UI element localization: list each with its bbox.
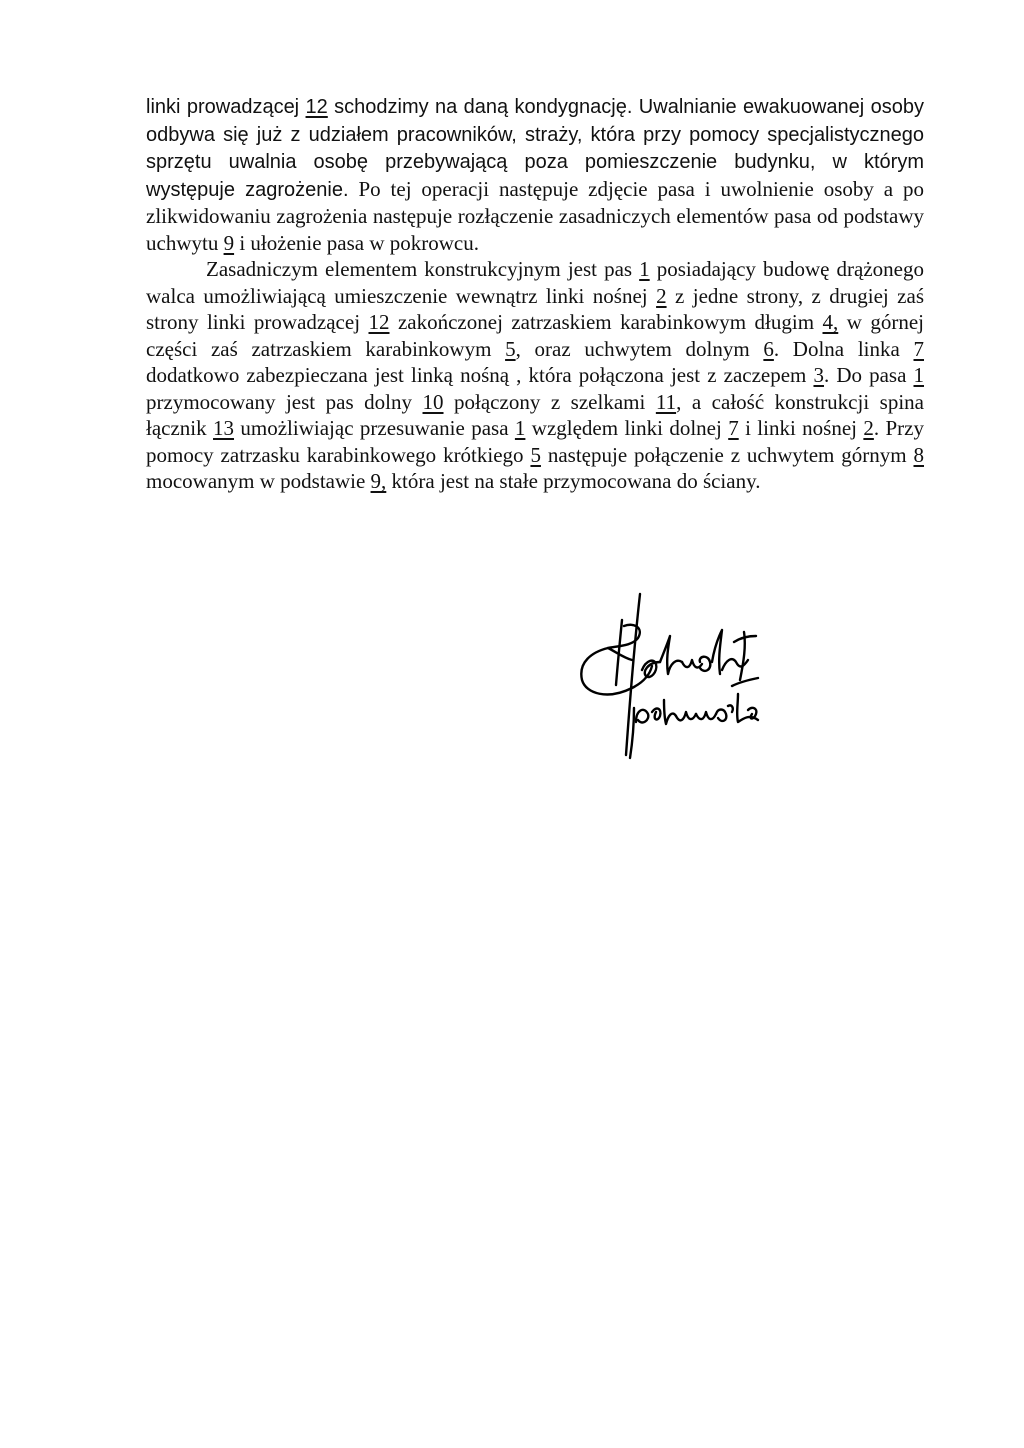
- reference-number: 3: [813, 363, 824, 387]
- document-body: [146, 93, 924, 495]
- reference-number: 7: [913, 336, 924, 361]
- text-segment: . Do pasa: [823, 363, 914, 387]
- text-segment: schodzimy na daną kondygnację. Uwalnianie ewakuowanej osoby odbywa się już z udziałem pracowników, straży, która przy pomocy specjalistycznego sprzętu uwalnia osobę przebywającą poza pomieszczenie budynku, w którym występuje zagrożenie.: [146, 96, 924, 201]
- reference-number: 4,: [822, 310, 839, 334]
- reference-number: 10: [422, 389, 444, 414]
- text-segment: . Przy pomocy zatrzasku karabinkowego krótkiego: [146, 416, 924, 467]
- text-segment: . Dolna linka: [773, 336, 914, 361]
- text-segment: dodatkowo zabezpieczana jest linką nośną , która połączona jest z zaczepem: [146, 363, 814, 387]
- paragraph: [146, 93, 924, 256]
- text-segment: , oraz uchwytem dolnym: [515, 336, 764, 361]
- text-segment: połączony z szelkami: [443, 389, 656, 414]
- reference-number: 2: [863, 416, 874, 440]
- text-segment: z jedne strony, z drugiej zaś strony linki prowadzącej: [146, 283, 924, 334]
- text-segment: względem linki dolnej: [525, 416, 729, 440]
- text-segment: Po tej operacji następuje zdjęcie pasa i uwolnienie osoby a po zlikwidowaniu zagrożenia następuje rozłączenie zasadniczych elementów pasa od podstawy uchwytu: [146, 176, 924, 255]
- handwritten-signature: [572, 590, 772, 760]
- reference-number: 6: [763, 336, 774, 361]
- text-segment: umożliwiając przesuwanie pasa: [234, 416, 515, 440]
- text-segment: przymocowany jest pas dolny: [146, 389, 423, 414]
- text-segment: Zasadniczym elementem konstrukcyjnym jest pas: [206, 257, 640, 281]
- reference-number: 1: [514, 416, 526, 440]
- reference-number: 2: [656, 283, 667, 308]
- text-segment: i ułożenie pasa w pokrowcu.: [234, 230, 480, 255]
- reference-number: 1: [913, 363, 924, 387]
- text-segment: mocowanym w podstawie: [146, 469, 371, 493]
- text-segment: w górnej części zaś zatrzaskiem karabinkowym: [146, 310, 924, 361]
- reference-number: 9: [223, 230, 235, 255]
- text-segment: następuje połączenie z uchwytem górnym: [540, 442, 914, 467]
- reference-number: 11: [655, 389, 677, 414]
- text-segment: linki prowadzącej: [146, 96, 306, 118]
- reference-number: 7: [728, 416, 739, 440]
- text-segment: i linki nośnej: [738, 416, 864, 440]
- reference-number: 1: [639, 257, 650, 281]
- text-segment: która jest na stałe przymocowana do ściany.: [386, 469, 761, 493]
- reference-number: 5: [530, 442, 541, 467]
- reference-number: 12: [368, 310, 390, 334]
- reference-number: 5: [505, 336, 516, 361]
- reference-number: 8: [913, 442, 924, 467]
- text-segment: zakończonej zatrzaskiem karabinkowym długim: [389, 310, 823, 334]
- reference-number: 9,: [370, 469, 387, 493]
- text-segment: , a całość konstrukcji spina łącznik: [146, 389, 924, 440]
- paragraph: [146, 256, 924, 495]
- text-segment: posiadający budowę drążonego walca umożliwiającą umieszczenie wewnątrz linki nośnej: [146, 257, 925, 308]
- reference-number: 13: [213, 416, 235, 440]
- reference-number: 12: [305, 96, 328, 118]
